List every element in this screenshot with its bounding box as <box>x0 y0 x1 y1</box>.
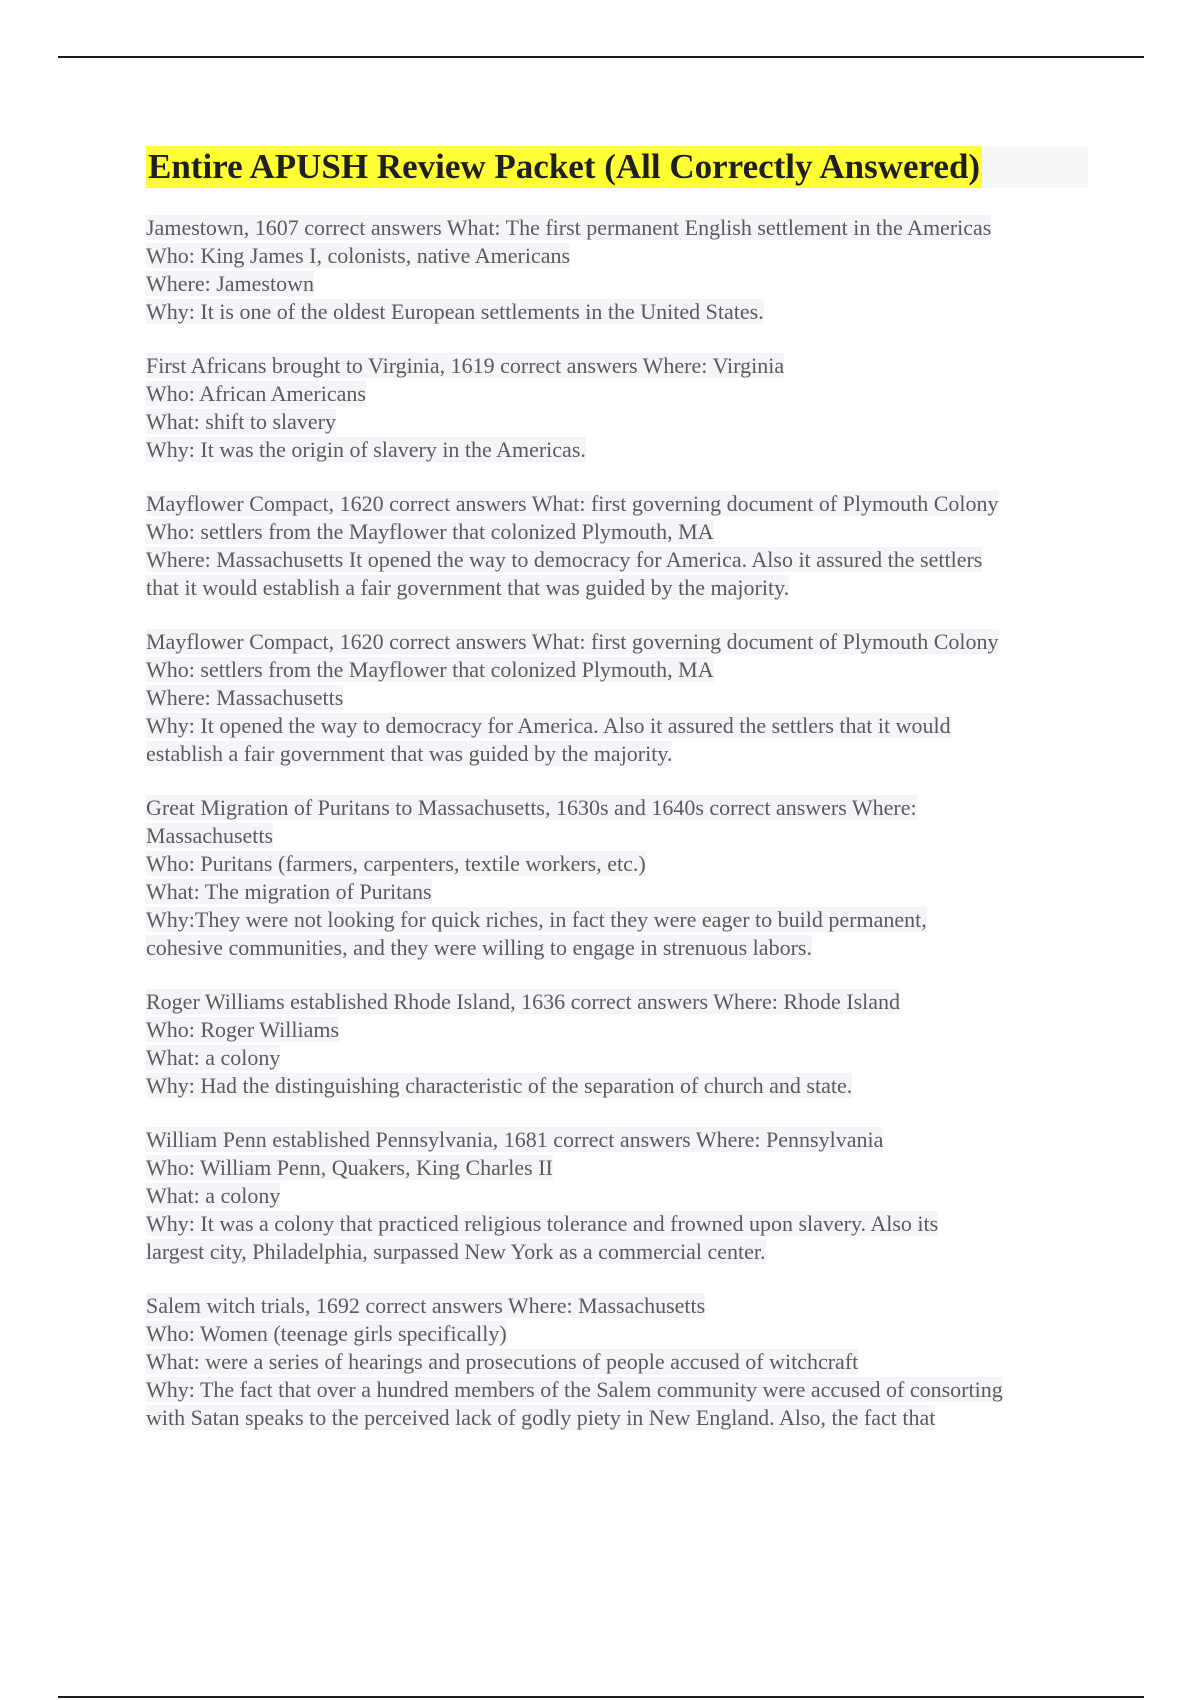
entry-line-text: Mayflower Compact, 1620 correct answers What: first governing document of Plymouth Colony <box>146 491 999 516</box>
entry-line <box>146 436 1088 464</box>
entry-line-text: Where: Massachusetts It opened the way to democracy for America. Also it assured the settlers <box>146 547 983 572</box>
entry-line <box>146 546 1088 574</box>
entry-line <box>146 878 1088 906</box>
entry-line-text: Why: It opened the way to democracy for America. Also it assured the settlers that it would <box>146 713 951 738</box>
entry-line <box>146 684 1088 712</box>
qa-entry <box>146 988 1088 1100</box>
qa-entry <box>146 628 1088 768</box>
entry-line-text: Why: It was a colony that practiced religious tolerance and frowned upon slavery. Also its <box>146 1211 939 1236</box>
entry-line <box>146 906 1088 934</box>
entry-line-text: with Satan speaks to the perceived lack of godly piety in New England. Also, the fact that <box>146 1405 936 1430</box>
entry-line <box>146 1320 1088 1348</box>
entry-line <box>146 574 1088 602</box>
entry-line-text: Who: Roger Williams <box>146 1017 340 1042</box>
qa-entry <box>146 490 1088 602</box>
entry-line-text: establish a fair government that was guided by the majority. <box>146 741 673 766</box>
entry-line <box>146 214 1088 242</box>
entry-line-text: Salem witch trials, 1692 correct answers Where: Massachusetts <box>146 1293 706 1318</box>
entry-line <box>146 1210 1088 1238</box>
entry-line <box>146 1072 1088 1100</box>
entry-line-text: Great Migration of Puritans to Massachusetts, 1630s and 1640s correct answers Where: <box>146 795 917 820</box>
entry-line-text: What: a colony <box>146 1045 281 1070</box>
entry-line <box>146 298 1088 326</box>
entry-line-text: Why: Had the distinguishing characteristic of the separation of church and state. <box>146 1073 853 1098</box>
entry-line-text: that it would establish a fair government that was guided by the majority. <box>146 575 790 600</box>
entry-line <box>146 850 1088 878</box>
entry-line <box>146 740 1088 768</box>
entry-line-text: William Penn established Pennsylvania, 1681 correct answers Where: Pennsylvania <box>146 1127 884 1152</box>
document-title: Entire APUSH Review Packet (All Correctly Answered) <box>148 147 981 186</box>
entry-line-text: largest city, Philadelphia, surpassed New York as a commercial center. <box>146 1239 766 1264</box>
entry-line <box>146 822 1088 850</box>
entry-line-text: Who: William Penn, Quakers, King Charles II <box>146 1155 553 1180</box>
entry-line <box>146 1292 1088 1320</box>
entry-line <box>146 1238 1088 1266</box>
qa-entry <box>146 1126 1088 1266</box>
entry-line-text: Mayflower Compact, 1620 correct answers What: first governing document of Plymouth Colony <box>146 629 999 654</box>
entry-line <box>146 242 1088 270</box>
entry-line-text: Massachusetts <box>146 823 274 848</box>
entry-line-text: What: The migration of Puritans <box>146 879 432 904</box>
entry-line <box>146 408 1088 436</box>
entry-line <box>146 934 1088 962</box>
entry-line-text: What: a colony <box>146 1183 281 1208</box>
entry-line-text: What: shift to slavery <box>146 409 337 434</box>
top-rule <box>58 56 1144 58</box>
entry-line <box>146 988 1088 1016</box>
entry-line-text: Jamestown, 1607 correct answers What: The first permanent English settlement in the Americas <box>146 215 992 240</box>
entry-line <box>146 1182 1088 1210</box>
entry-line-text: Who: settlers from the Mayflower that colonized Plymouth, MA <box>146 519 714 544</box>
qa-entry <box>146 352 1088 464</box>
entry-line-text: Roger Williams established Rhode Island, 1636 correct answers Where: Rhode Island <box>146 989 901 1014</box>
entry-line <box>146 1126 1088 1154</box>
entry-line <box>146 628 1088 656</box>
entry-line <box>146 794 1088 822</box>
entry-line-text: Who: Women (teenage girls specifically) <box>146 1321 507 1346</box>
entry-line <box>146 1348 1088 1376</box>
qa-entry <box>146 1292 1088 1432</box>
entry-line-text: Why: It is one of the oldest European settlements in the United States. <box>146 299 764 324</box>
entry-line-text: Why:They were not looking for quick riches, in fact they were eager to build permanent, <box>146 907 927 932</box>
entry-line <box>146 656 1088 684</box>
entry-line <box>146 270 1088 298</box>
bottom-rule <box>58 1696 1144 1698</box>
qa-entry <box>146 214 1088 326</box>
entry-line <box>146 490 1088 518</box>
entry-line <box>146 352 1088 380</box>
entry-line <box>146 712 1088 740</box>
entry-line-text: Why: It was the origin of slavery in the Americas. <box>146 437 586 462</box>
entry-line-text: What: were a series of hearings and prosecutions of people accused of witchcraft <box>146 1349 859 1374</box>
entry-line <box>146 380 1088 408</box>
qa-entry <box>146 794 1088 962</box>
entry-line <box>146 1404 1088 1432</box>
entry-line <box>146 1154 1088 1182</box>
entry-line <box>146 1376 1088 1404</box>
entry-line-text: Who: King James I, colonists, native Americans <box>146 243 571 268</box>
title-band <box>146 146 1088 188</box>
entry-line-text: Where: Massachusetts <box>146 685 344 710</box>
entry-line-text: Who: African Americans <box>146 381 366 406</box>
document-body <box>146 146 1088 1458</box>
entry-line-text: Where: Jamestown <box>146 271 314 296</box>
entry-line-text: Who: Puritans (farmers, carpenters, textile workers, etc.) <box>146 851 646 876</box>
entry-line <box>146 518 1088 546</box>
entries-list <box>146 214 1088 1432</box>
entry-line-text: Why: The fact that over a hundred members of the Salem community were accused of consorting <box>146 1377 1003 1402</box>
entry-line <box>146 1044 1088 1072</box>
entry-line-text: Who: settlers from the Mayflower that colonized Plymouth, MA <box>146 657 714 682</box>
entry-line-text: First Africans brought to Virginia, 1619 correct answers Where: Virginia <box>146 353 785 378</box>
entry-line-text: cohesive communities, and they were willing to engage in strenuous labors. <box>146 935 812 960</box>
entry-line <box>146 1016 1088 1044</box>
